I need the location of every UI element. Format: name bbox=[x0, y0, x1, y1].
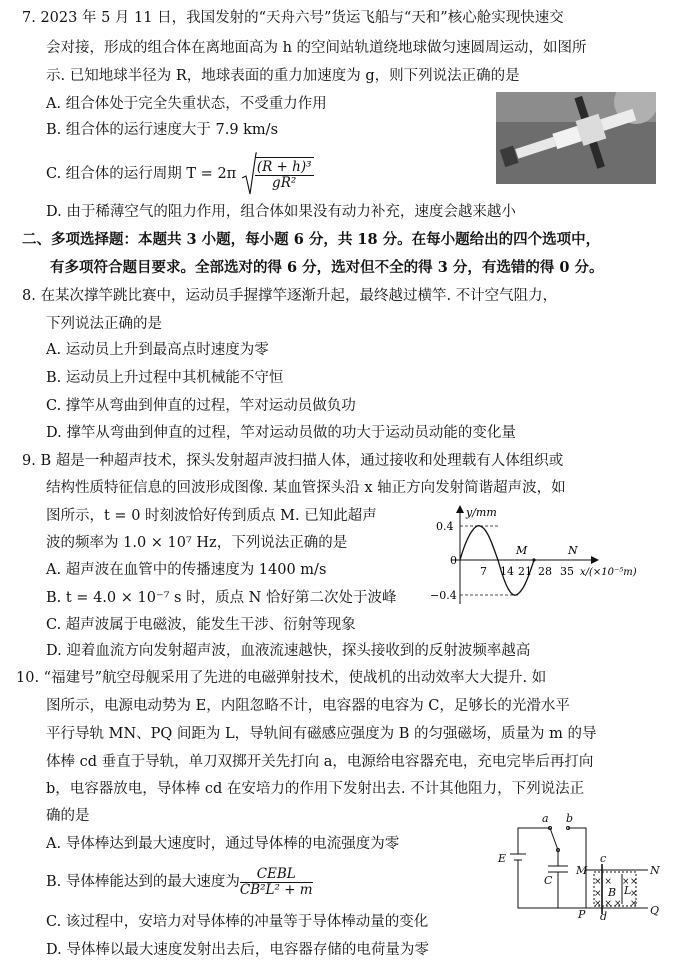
q9-option-c: C. 超声波属于电磁波，能发生干涉、衍射等现象 bbox=[46, 617, 356, 633]
q10-option-a: A. 导体棒达到最大速度时，通过导体棒的电流强度为零 bbox=[46, 836, 400, 852]
q10-option-d: D. 导体棒以最大速度发射出去后，电容器存储的电荷量为零 bbox=[46, 942, 429, 958]
label-e: E bbox=[498, 852, 507, 865]
point-n-label: N bbox=[568, 544, 578, 557]
q9-option-d: D. 迎着血流方向发射超声波，血液流速越快，探头接收到的反射波频率越高 bbox=[46, 643, 531, 659]
q10-option-b-fraction bbox=[240, 867, 313, 898]
label-d: d bbox=[600, 910, 608, 920]
y-axis-label: y/mm bbox=[466, 506, 497, 519]
q8-option-d: D. 撑竿从弯曲到伸直的过程，竿对运动员做的功大于运动员动能的变化量 bbox=[46, 425, 516, 441]
q9-stem-line1: 9. B 超是一种超声技术，探头发射超声波扫描人体，通过接收和处理载有人体组织或 bbox=[22, 453, 564, 469]
q7-option-c bbox=[46, 150, 314, 198]
point-m bbox=[532, 558, 535, 561]
q7-option-a: A. 组合体处于完全失重状态，不受重力作用 bbox=[46, 96, 327, 112]
q7-option-c-text: C. 组合体的运行周期 T = 2π bbox=[46, 166, 237, 182]
label-c-capacitor: C bbox=[544, 874, 553, 887]
q10-option-c: C. 该过程中，安培力对导体棒的冲量等于导体棒动量的变化 bbox=[46, 914, 429, 930]
label-m: M bbox=[576, 864, 588, 877]
x-tick-21: 21 bbox=[518, 565, 532, 578]
q10-option-b-text: B. 导体棒能达到的最大速度为 bbox=[46, 874, 240, 890]
fraction-denominator: CB²L² + m bbox=[239, 881, 313, 898]
label-l: L bbox=[624, 884, 632, 897]
q8-option-c: C. 撑竿从弯曲到伸直的过程，竿对运动员做负功 bbox=[46, 398, 356, 414]
label-n: N bbox=[650, 864, 660, 877]
svg-text:× ×: × × bbox=[594, 877, 612, 887]
q7-stem-line1: 7. 2023 年 5 月 11 日，我国发射的“天舟六号”货运飞船与“天和”核心舱实现快速交 bbox=[22, 10, 564, 26]
q9-stem-line2: 结构性质特征信息的回波形成图像. 某血管探头沿 x 轴正方向发射简谐超声波，如 bbox=[46, 480, 566, 496]
q9-option-a: A. 超声波在血管中的传播速度为 1400 m/s bbox=[46, 562, 327, 578]
q10-stem-line2: 图所示，电源电动势为 E，内阻忽略不计，电容器的电容为 C，足够长的光滑水平 bbox=[46, 698, 570, 714]
y-tick-top: 0.4 bbox=[436, 520, 454, 533]
q9-stem-line4: 波的频率为 1.0 × 10⁷ Hz，下列说法正确的是 bbox=[46, 535, 348, 551]
x-tick-7: 7 bbox=[480, 565, 487, 578]
switch-blade bbox=[550, 828, 558, 850]
q8-stem-line1: 8. 在某次撑竿跳比赛中，运动员手握撑竿逐渐升起，最终越过横竿. 不计空气阻力， bbox=[22, 288, 558, 304]
q7-option-b: B. 组合体的运行速度大于 7.9 km/s bbox=[46, 122, 279, 138]
wave-graph bbox=[420, 502, 660, 612]
x-axis-label: x/(×10⁻⁵m) bbox=[580, 567, 637, 578]
q10-stem-line4: 体棒 cd 垂直于导轨，单刀双掷开关先打向 a，电源给电容器充电，充电完毕后再打向 bbox=[46, 754, 594, 770]
q7-option-d: D. 由于稀薄空气的阻力作用，组合体如果没有动力补充，速度会越来越小 bbox=[46, 204, 516, 220]
q9-option-b: B. t = 4.0 × 10⁻⁷ s 时，质点 N 恰好第二次处于波峰 bbox=[46, 590, 397, 606]
q10-stem-line1: 10. “福建号”航空母舰采用了先进的电磁弹射技术，使战机的出动效率大大提升. 如 bbox=[16, 670, 547, 686]
q10-option-b bbox=[46, 862, 313, 902]
origin-label: 0 bbox=[450, 554, 457, 567]
q7-stem-line3: 示. 已知地球半径为 R，地球表面的重力加速度为 g，则下列说法正确的是 bbox=[46, 68, 520, 84]
svg-text:×: × bbox=[630, 877, 638, 887]
svg-text:×: × bbox=[614, 899, 622, 909]
fraction-denominator: gR² bbox=[272, 175, 297, 191]
label-b: b bbox=[566, 812, 574, 825]
q8-option-b: B. 运动员上升过程中其机械能不守恒 bbox=[46, 370, 284, 386]
svg-text:×: × bbox=[594, 889, 602, 899]
q10-stem-line6: 确的是 bbox=[46, 808, 90, 824]
x-tick-14: 14 bbox=[500, 565, 514, 578]
label-b-field: B bbox=[608, 886, 617, 899]
y-tick-bottom: −0.4 bbox=[430, 589, 457, 602]
svg-text:× ×: × × bbox=[594, 899, 612, 909]
label-c: c bbox=[600, 852, 607, 865]
q7-stem-line2: 会对接，形成的组合体在离地面高为 h 的空间站轨道绕地球做匀速圆周运动，如图所 bbox=[46, 40, 587, 56]
svg-text:×: × bbox=[622, 877, 630, 887]
x-tick-35: 35 bbox=[560, 565, 574, 578]
spacecraft-photo bbox=[496, 92, 656, 184]
label-a: a bbox=[542, 812, 549, 825]
point-m-label: M bbox=[516, 544, 528, 557]
section2-heading-line1: 二、多项选择题：本题共 3 小题，每小题 6 分，共 18 分。在每小题给出的四个选项中， bbox=[22, 231, 601, 248]
q10-stem-line3: 平行导轨 MN、PQ 间距为 L，导轨间有磁感应强度为 B 的匀强磁场，质量为 m 的导 bbox=[46, 726, 597, 742]
label-p: P bbox=[578, 908, 586, 920]
q9-stem-line3: 图所示，t = 0 时刻波恰好传到质点 M. 已知此超声 bbox=[46, 508, 377, 524]
circuit-diagram bbox=[490, 810, 662, 920]
svg-text:×: × bbox=[630, 899, 638, 909]
q10-stem-line5: b，电容器放电，导体棒 cd 在安培力的作用下发射出去. 不计其他阻力，下列说法正 bbox=[46, 781, 585, 797]
q7-option-c-fraction bbox=[255, 157, 314, 191]
section2-heading-line2: 有多项符合题目要求。全部选对的得 6 分，选对但不全的得 3 分，有选错的得 0 分。 bbox=[50, 259, 604, 276]
fraction-numerator: CEBL bbox=[240, 867, 313, 883]
svg-text:×: × bbox=[630, 889, 638, 899]
q8-stem-line2: 下列说法正确的是 bbox=[46, 316, 162, 332]
fraction-numerator: (R + h)³ bbox=[256, 159, 312, 175]
x-tick-28: 28 bbox=[538, 565, 552, 578]
q8-option-a: A. 运动员上升到最高点时速度为零 bbox=[46, 342, 269, 358]
label-q: Q bbox=[650, 904, 660, 917]
